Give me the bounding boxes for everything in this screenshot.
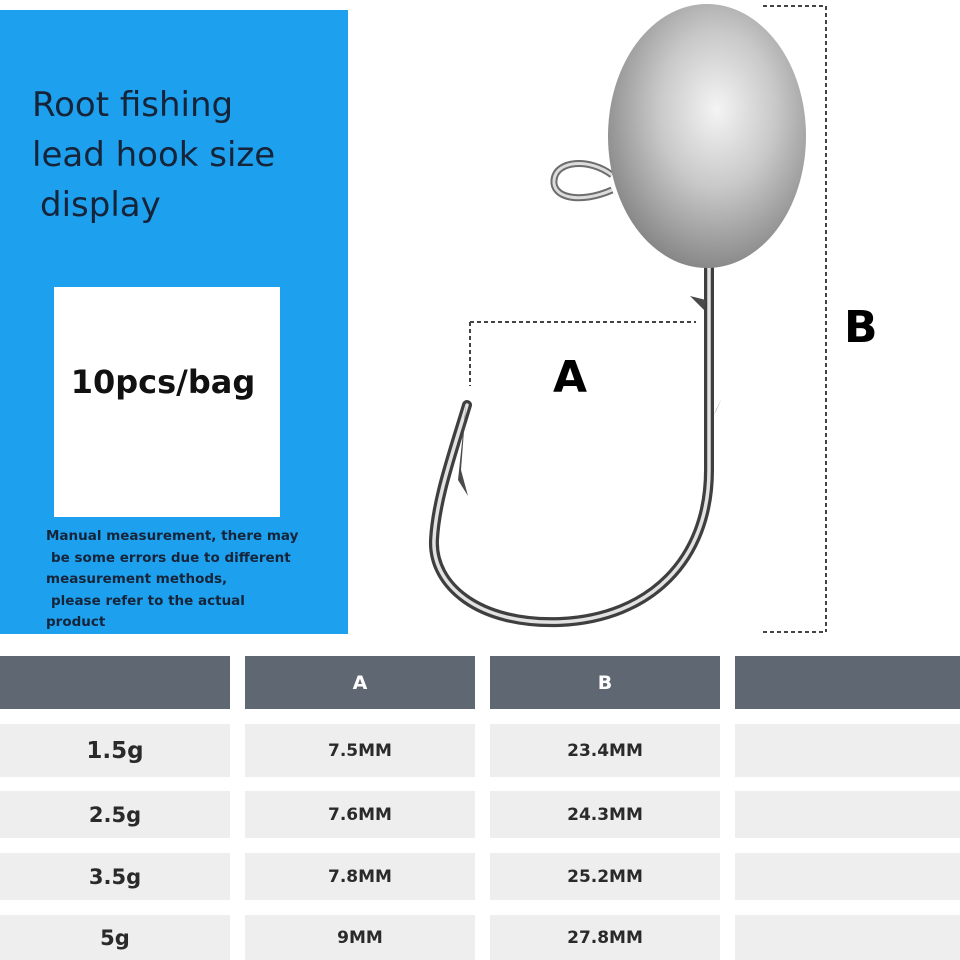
row-4-b: 27.8MM: [490, 915, 720, 960]
title-line-1: Root fishing: [32, 85, 234, 125]
note-line-1: Manual measurement, there may: [46, 528, 299, 544]
lead-head-ball: [608, 4, 806, 268]
header-a: A: [245, 656, 475, 709]
bag-count-label: 10pcs/bag: [70, 363, 256, 401]
note-line-3: measurement methods,: [46, 571, 228, 587]
row-2-a: 7.6MM: [245, 791, 475, 838]
info-panel: [0, 10, 348, 634]
row-3-weight: 3.5g: [0, 853, 230, 900]
line-eye-icon: [554, 164, 612, 198]
note-line-2: be some errors due to different: [51, 549, 291, 566]
title-line-2: lead hook size: [32, 135, 276, 175]
label-a: A: [553, 352, 588, 403]
row-1-weight: 1.5g: [0, 724, 230, 777]
measurement-note: [46, 526, 346, 634]
row-1-b: 23.4MM: [490, 724, 720, 777]
header-extra: [735, 656, 960, 709]
row-3-a: 7.8MM: [245, 853, 475, 900]
row-1-extra: [735, 724, 960, 777]
note-line-4: please refer to the actual: [51, 592, 245, 609]
row-3-b: 25.2MM: [490, 853, 720, 900]
hook-wire: [434, 262, 722, 622]
row-2-weight: 2.5g: [0, 791, 230, 838]
row-2-extra: [735, 791, 960, 838]
row-4-weight: 5g: [0, 915, 230, 960]
header-b: B: [490, 656, 720, 709]
panel-title: [32, 80, 332, 230]
row-4-a: 9MM: [245, 915, 475, 960]
row-3-extra: [735, 853, 960, 900]
row-1-a: 7.5MM: [245, 724, 475, 777]
title-line-3: display: [40, 185, 161, 225]
row-2-b: 24.3MM: [490, 791, 720, 838]
row-4-extra: [735, 915, 960, 960]
header-weight: [0, 656, 230, 709]
label-b: B: [844, 302, 878, 353]
note-line-5: product: [46, 614, 106, 630]
bag-count-box: [54, 287, 280, 517]
